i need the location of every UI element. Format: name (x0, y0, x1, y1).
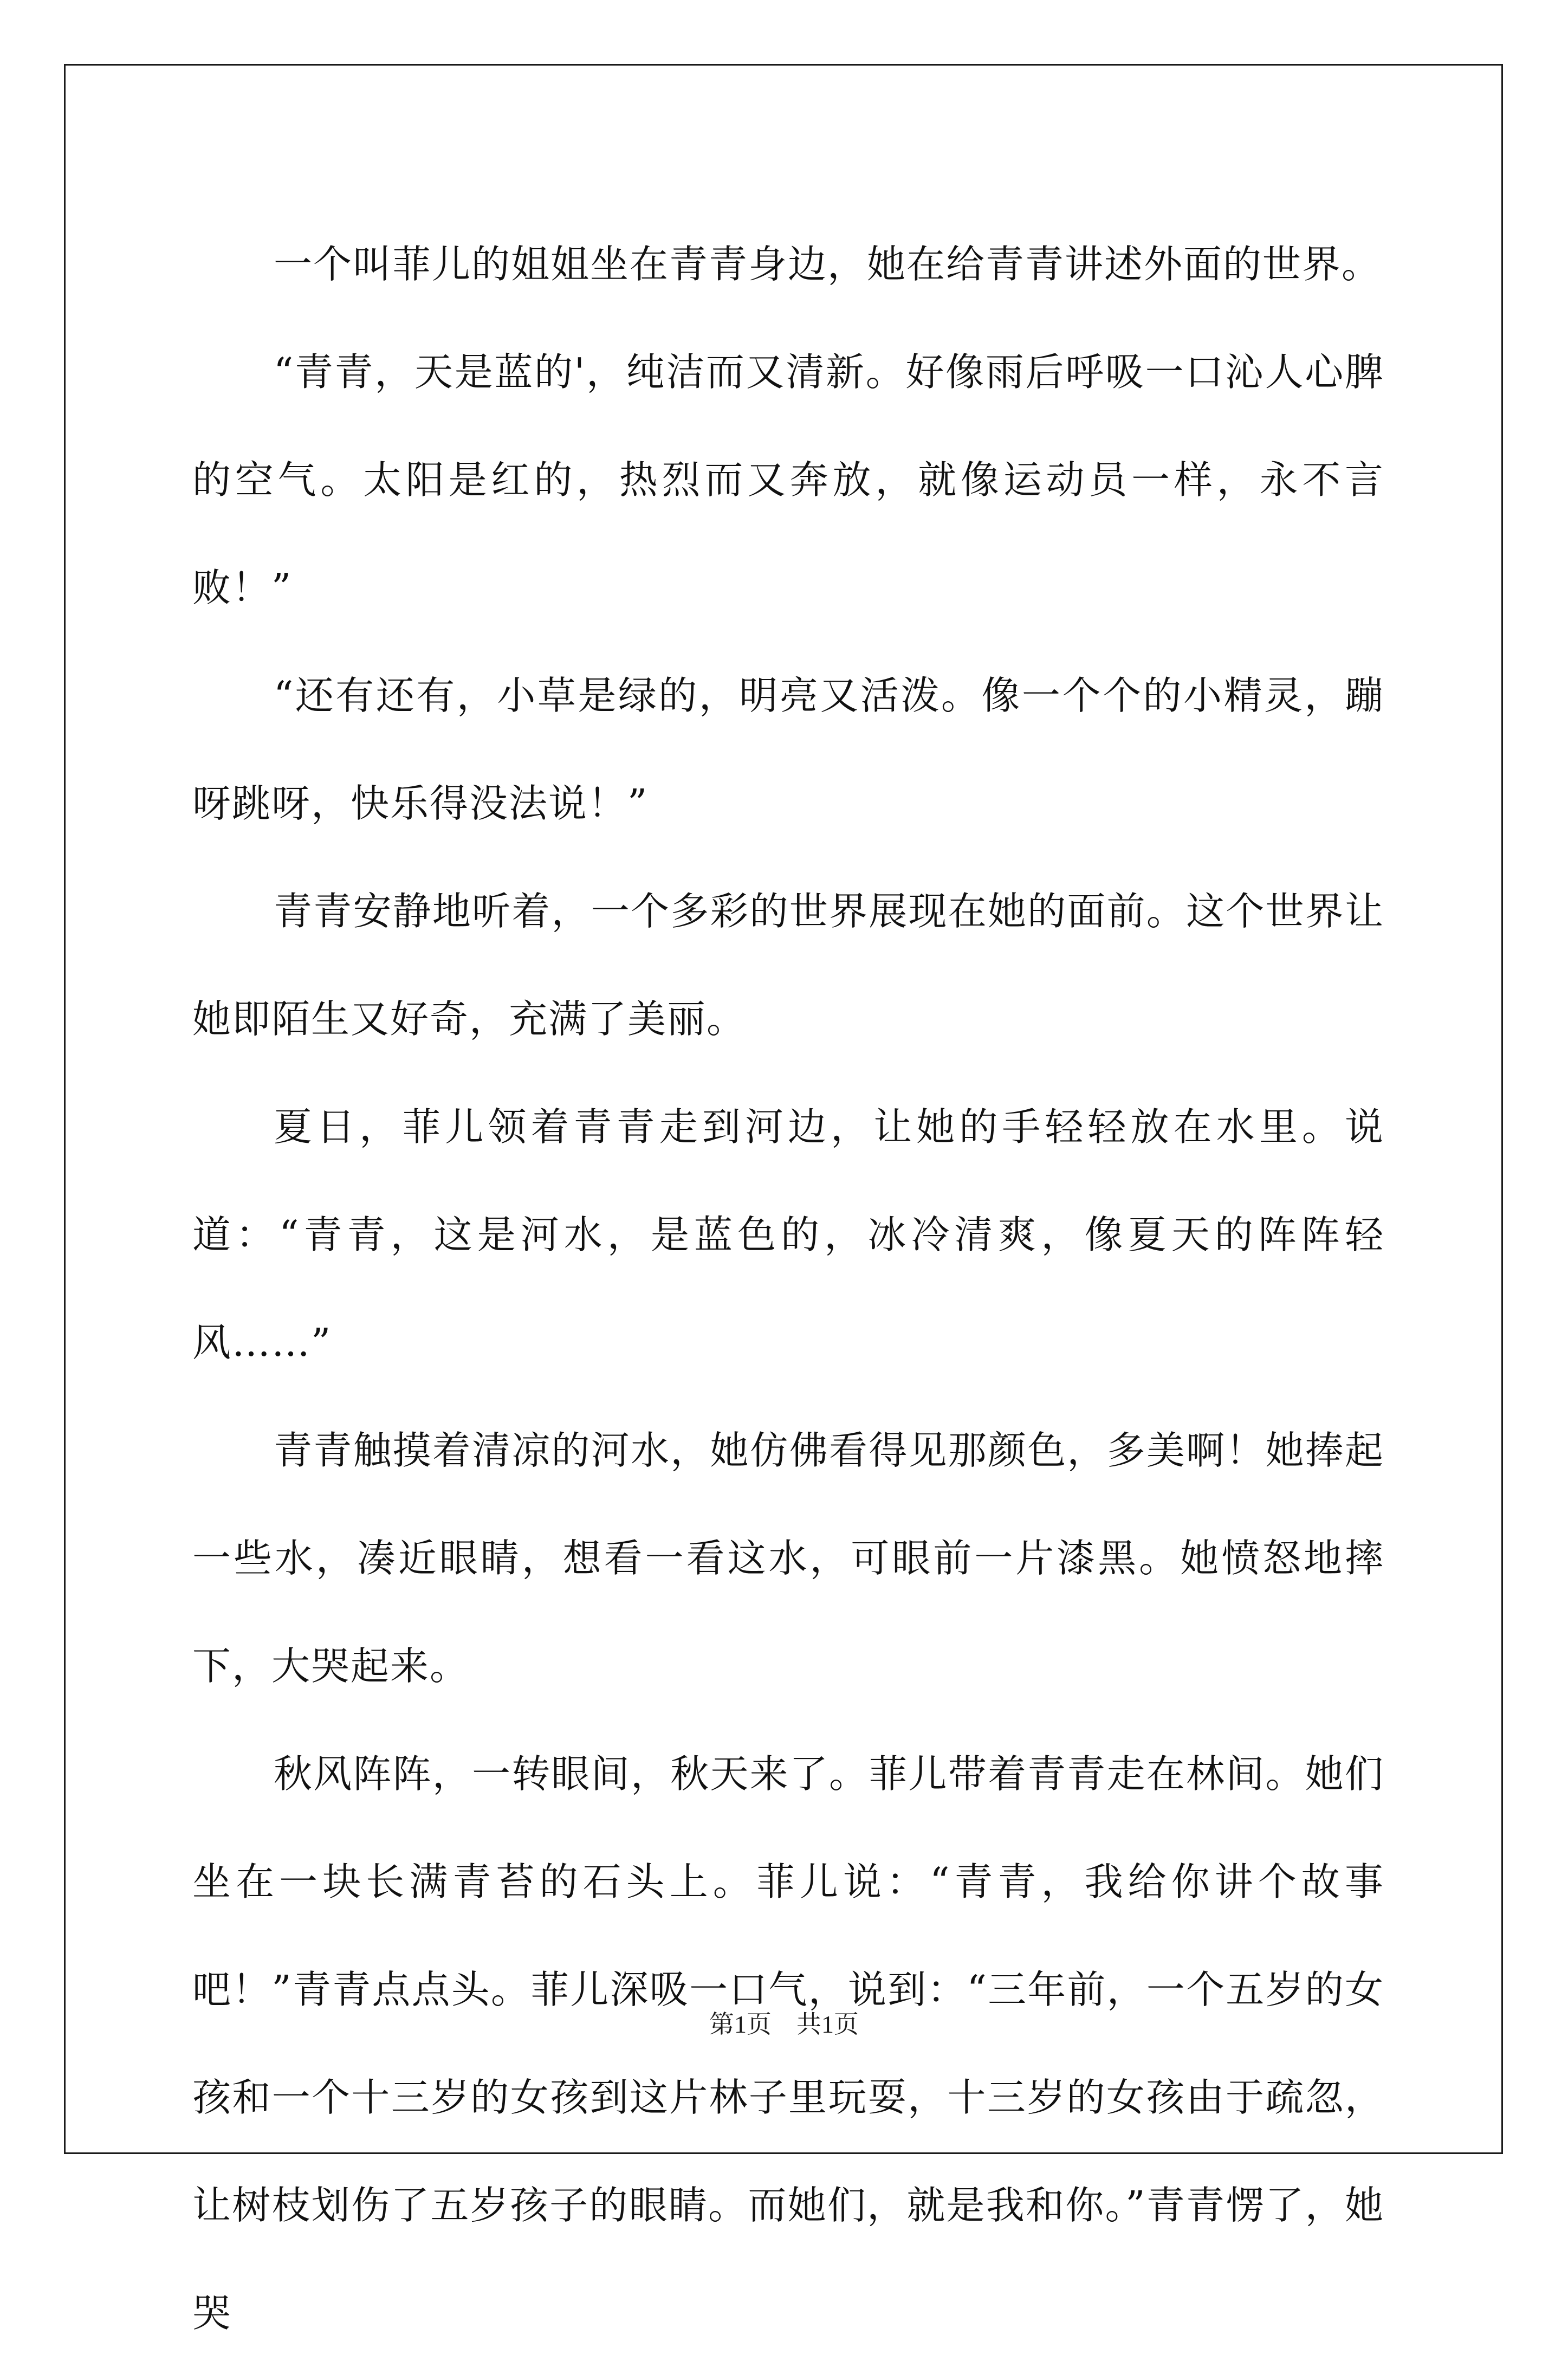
paragraph: “青青，天是蓝的'，纯洁而又清新。好像雨后呼吸一口沁人心脾的空气。太阳是红的，热烈而又奔放，就像运动员一样，永不言败！” (192, 350, 1384, 610)
paragraph: 青青安静地听着，一个多彩的世界展现在她的面前。这个世界让她即陌生又好奇，充满了美丽。 (192, 889, 1384, 1042)
paragraph: “还有还有，小草是绿的，明亮又活泼。像一个个的小精灵，蹦呀跳呀，快乐得没法说！” (192, 673, 1384, 826)
paragraph: 一个叫菲儿的姐姐坐在青青身边，她在给青青讲述外面的世界。 (274, 242, 1382, 287)
paragraph: 青青触摸着清凉的河水，她仿佛看得见那颜色，多美啊！她捧起一些水，凑近眼睛，想看一看这水，可眼前一片漆黑。她愤怒地摔下，大哭起来。 (192, 1428, 1384, 1689)
paragraph: 夏日，菲儿领着青青走到河边，让她的手轻轻放在水里。说道：“青青，这是河水，是蓝色的，冰冷清爽，像夏天的阵阵轻风……” (192, 1104, 1384, 1365)
paragraph: 秋风阵阵，一转眼间，秋天来了。菲儿带着青青走在林间。她们坐在一块长满青苔的石头上。菲儿说：“青青，我给你讲个故事吧！”青青点点头。菲儿深吸一口气，说到：“三年前，一个五岁的女孩和一个十三岁的女孩到这片林子里玩耍，十三岁的女孩由于疏忽，让树枝划伤了五岁孩子的眼睛。而她们，就是我和你。”青青愣了，她哭 (192, 1751, 1384, 2336)
page-number-footer: 第1页 共1页 (709, 2010, 859, 2038)
document-body (192, 210, 1384, 2367)
